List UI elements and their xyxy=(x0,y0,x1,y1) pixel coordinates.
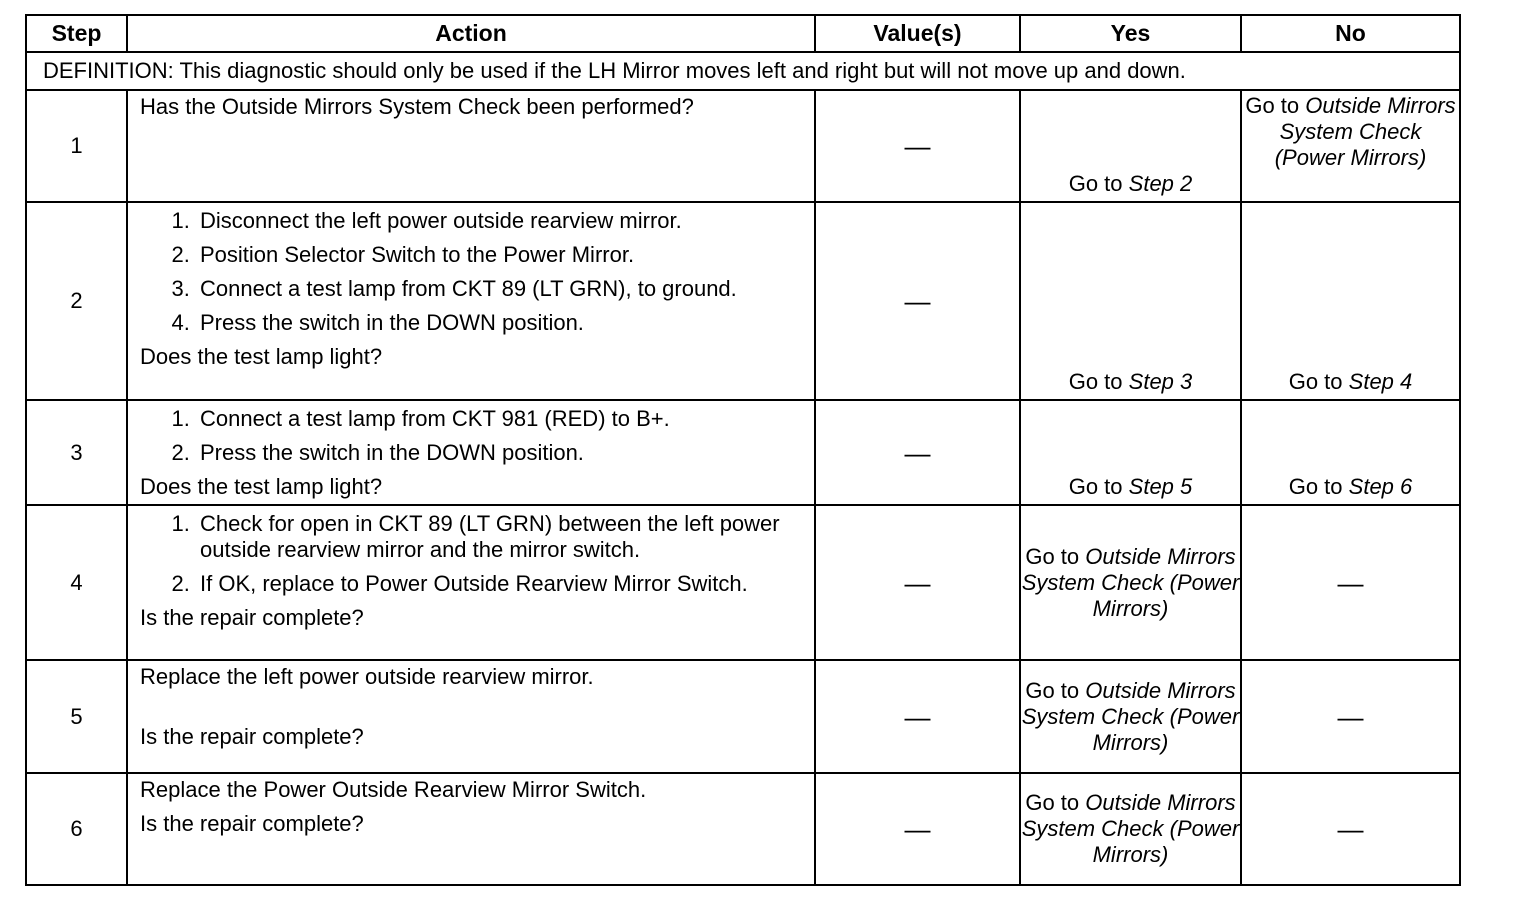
go-to-label: Go to xyxy=(1068,369,1123,394)
action-list xyxy=(140,511,806,597)
yes-target: Step 3 xyxy=(1128,369,1193,394)
action-cell xyxy=(127,90,815,202)
table-row xyxy=(26,660,1460,773)
header-no: No xyxy=(1241,15,1460,52)
action-item: 2. Press the switch in the DOWN position. xyxy=(196,440,806,466)
step-number: 3 xyxy=(26,400,127,505)
action-question: Does the test lamp light? xyxy=(140,344,383,369)
yes-cell xyxy=(1020,505,1241,660)
go-to-label: Go to xyxy=(1288,369,1343,394)
yes-cell xyxy=(1020,660,1241,773)
yes-target: Step 2 xyxy=(1128,171,1193,196)
header-action: Action xyxy=(127,15,815,52)
action-cell xyxy=(127,505,815,660)
header-yes: Yes xyxy=(1020,15,1241,52)
no-target: Outside Mirrors System Check (Power Mirrors) xyxy=(1274,93,1456,170)
table-row xyxy=(26,400,1460,505)
table-row xyxy=(26,505,1460,660)
action-item: 1. Disconnect the left power outside rearview mirror. xyxy=(196,208,806,234)
no-cell: — xyxy=(1241,773,1460,885)
no-cell xyxy=(1241,400,1460,505)
yes-target: Outside Mirrors System Check (Power Mirrors) xyxy=(1021,543,1240,621)
step-number: 5 xyxy=(26,660,127,773)
no-target: Step 4 xyxy=(1348,369,1413,394)
action-instruction: Replace the Power Outside Rearview Mirror Switch. xyxy=(140,777,647,802)
action-item: 3. Connect a test lamp from CKT 89 (LT GRN), to ground. xyxy=(196,276,806,302)
go-to-label: Go to xyxy=(1245,93,1300,118)
action-cell xyxy=(127,773,815,885)
yes-target: Outside Mirrors System Check (Power Mirrors) xyxy=(1021,677,1240,755)
go-to-label: Go to xyxy=(1288,474,1343,499)
go-to-label: Go to xyxy=(1025,790,1080,815)
action-cell xyxy=(127,660,815,773)
yes-target: Outside Mirrors System Check (Power Mirrors) xyxy=(1021,790,1240,867)
value-cell: — xyxy=(815,773,1020,885)
action-question: Is the repair complete? xyxy=(140,724,364,749)
no-target: Step 6 xyxy=(1348,474,1413,499)
value-cell: — xyxy=(815,400,1020,505)
yes-cell xyxy=(1020,90,1241,202)
action-item: 2. If OK, replace to Power Outside Rearview Mirror Switch. xyxy=(196,571,806,597)
table-row xyxy=(26,773,1460,885)
no-cell: — xyxy=(1241,505,1460,660)
table-row xyxy=(26,202,1460,400)
value-cell: — xyxy=(815,505,1020,660)
yes-cell xyxy=(1020,202,1241,400)
action-question: Is the repair complete? xyxy=(140,811,364,836)
definition-row xyxy=(26,52,1460,90)
no-cell: — xyxy=(1241,660,1460,773)
diagnostic-table xyxy=(25,14,1461,886)
step-number: 2 xyxy=(26,202,127,400)
action-cell xyxy=(127,202,815,400)
definition-text: DEFINITION: This diagnostic should only be used if the LH Mirror moves left and right but will not move up and down. xyxy=(26,52,1460,90)
go-to-label: Go to xyxy=(1025,677,1080,703)
step-number: 1 xyxy=(26,90,127,202)
action-instruction: Replace the left power outside rearview mirror. xyxy=(140,664,594,689)
value-cell: — xyxy=(815,660,1020,773)
header-row xyxy=(26,15,1460,52)
step-number: 4 xyxy=(26,505,127,660)
go-to-label: Go to xyxy=(1025,543,1080,569)
header-step: Step xyxy=(26,15,127,52)
action-question: Has the Outside Mirrors System Check been performed? xyxy=(140,94,694,119)
action-question: Is the repair complete? xyxy=(140,605,364,630)
yes-cell xyxy=(1020,773,1241,885)
yes-target: Step 5 xyxy=(1128,474,1193,499)
go-to-label: Go to xyxy=(1068,171,1123,196)
no-cell xyxy=(1241,90,1460,202)
header-values: Value(s) xyxy=(815,15,1020,52)
yes-cell xyxy=(1020,400,1241,505)
action-item: 1. Connect a test lamp from CKT 981 (RED) to B+. xyxy=(196,406,806,432)
action-item: 1. Check for open in CKT 89 (LT GRN) between the left power outside rearview mirror and the mirror switch. xyxy=(196,511,806,563)
action-list xyxy=(140,208,806,336)
step-number: 6 xyxy=(26,773,127,885)
go-to-label: Go to xyxy=(1068,474,1123,499)
value-cell: — xyxy=(815,202,1020,400)
no-cell xyxy=(1241,202,1460,400)
action-question: Does the test lamp light? xyxy=(140,474,383,499)
table-row xyxy=(26,90,1460,202)
action-item: 2. Position Selector Switch to the Power Mirror. xyxy=(196,242,806,268)
action-item: 4. Press the switch in the DOWN position. xyxy=(196,310,806,336)
value-cell: — xyxy=(815,90,1020,202)
action-cell xyxy=(127,400,815,505)
action-list xyxy=(140,406,806,466)
